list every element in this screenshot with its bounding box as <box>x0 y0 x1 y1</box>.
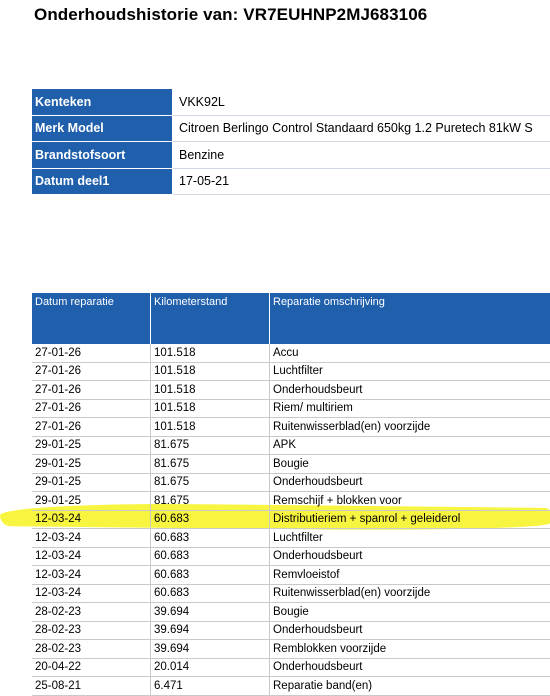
repair-date: 28-02-23 <box>32 640 151 659</box>
vehicle-info-label: Brandstofsoort <box>32 142 173 169</box>
vehicle-info-row <box>32 168 550 195</box>
repair-description: Onderhoudsbeurt <box>270 473 550 492</box>
repair-description: Ruitenwisserblad(en) voorzijde <box>270 418 550 437</box>
repair-date: 27-01-26 <box>32 418 151 437</box>
table-row <box>32 566 550 585</box>
repair-description: Onderhoudsbeurt <box>270 381 550 400</box>
vehicle-info-table <box>32 89 550 195</box>
repair-date: 29-01-25 <box>32 473 151 492</box>
header-date: Datum reparatie <box>32 293 151 344</box>
table-row <box>32 362 550 381</box>
repair-description: Remvloeistof <box>270 566 550 585</box>
table-row <box>32 344 550 362</box>
repair-description: Reparatie band(en) <box>270 677 550 696</box>
repair-date: 27-01-26 <box>32 344 151 362</box>
table-row <box>32 529 550 548</box>
repair-description: Onderhoudsbeurt <box>270 658 550 677</box>
repair-date: 28-02-23 <box>32 621 151 640</box>
repair-date: 12-03-24 <box>32 510 151 529</box>
repair-date: 25-08-21 <box>32 677 151 696</box>
repair-date: 27-01-26 <box>32 362 151 381</box>
repair-mileage: 81.675 <box>151 455 270 474</box>
vehicle-info-value: Benzine <box>173 142 550 169</box>
repair-history-table <box>32 293 550 696</box>
repair-mileage: 60.683 <box>151 529 270 548</box>
repair-date: 29-01-25 <box>32 455 151 474</box>
repair-description: Ruitenwisserblad(en) voorzijde <box>270 584 550 603</box>
repair-mileage: 39.694 <box>151 640 270 659</box>
repair-mileage: 101.518 <box>151 362 270 381</box>
header-description: Reparatie omschrijving <box>270 293 550 344</box>
repair-mileage: 101.518 <box>151 418 270 437</box>
repair-mileage: 60.683 <box>151 566 270 585</box>
table-row <box>32 621 550 640</box>
repair-mileage: 81.675 <box>151 436 270 455</box>
repair-mileage: 60.683 <box>151 584 270 603</box>
repair-description: Bougie <box>270 455 550 474</box>
repair-description: Remschijf + blokken voor <box>270 492 550 511</box>
repair-mileage: 39.694 <box>151 621 270 640</box>
repair-description: APK <box>270 436 550 455</box>
repair-description: Onderhoudsbeurt <box>270 547 550 566</box>
table-row <box>32 473 550 492</box>
table-row <box>32 399 550 418</box>
repair-mileage: 81.675 <box>151 492 270 511</box>
repair-date: 27-01-26 <box>32 381 151 400</box>
vehicle-info-value: Citroen Berlingo Control Standaard 650kg 1.2 Puretech 81kW S <box>173 115 550 142</box>
repair-mileage: 60.683 <box>151 547 270 566</box>
repair-description: Riem/ multiriem <box>270 399 550 418</box>
repair-description: Accu <box>270 344 550 362</box>
repair-date: 12-03-24 <box>32 547 151 566</box>
repair-description: Bougie <box>270 603 550 622</box>
vehicle-info-row <box>32 89 550 115</box>
repair-date: 20-04-22 <box>32 658 151 677</box>
repair-mileage: 6.471 <box>151 677 270 696</box>
repair-date: 12-03-24 <box>32 584 151 603</box>
vehicle-info-label: Datum deel1 <box>32 168 173 195</box>
repair-date: 12-03-24 <box>32 566 151 585</box>
table-row <box>32 658 550 677</box>
vehicle-info-value: VKK92L <box>173 89 550 115</box>
repair-mileage: 39.694 <box>151 603 270 622</box>
repair-date: 27-01-26 <box>32 399 151 418</box>
repair-date: 28-02-23 <box>32 603 151 622</box>
vehicle-info-label: Kenteken <box>32 89 173 115</box>
table-row <box>32 510 550 529</box>
table-row <box>32 603 550 622</box>
table-row <box>32 418 550 437</box>
table-row <box>32 455 550 474</box>
vehicle-info-row <box>32 115 550 142</box>
page-title: Onderhoudshistorie van: VR7EUHNP2MJ683106 <box>34 5 427 25</box>
repair-mileage: 20.014 <box>151 658 270 677</box>
header-mileage: Kilometerstand <box>151 293 270 344</box>
repair-mileage: 101.518 <box>151 399 270 418</box>
repair-mileage: 60.683 <box>151 510 270 529</box>
repair-mileage: 81.675 <box>151 473 270 492</box>
repair-date: 12-03-24 <box>32 529 151 548</box>
repair-description: Distributieriem + spanrol + geleiderol <box>270 510 550 529</box>
table-row <box>32 436 550 455</box>
repair-description: Luchtfilter <box>270 529 550 548</box>
table-row <box>32 640 550 659</box>
table-row <box>32 677 550 696</box>
table-row <box>32 492 550 511</box>
repair-mileage: 101.518 <box>151 381 270 400</box>
table-row <box>32 547 550 566</box>
vehicle-info-label: Merk Model <box>32 115 173 142</box>
repair-description: Remblokken voorzijde <box>270 640 550 659</box>
table-row <box>32 584 550 603</box>
repair-description: Onderhoudsbeurt <box>270 621 550 640</box>
table-header-row <box>32 293 550 344</box>
vehicle-info-row <box>32 142 550 169</box>
vehicle-info-value: 17-05-21 <box>173 168 550 195</box>
repair-description: Luchtfilter <box>270 362 550 381</box>
table-row <box>32 381 550 400</box>
repair-mileage: 101.518 <box>151 344 270 362</box>
repair-date: 29-01-25 <box>32 492 151 511</box>
repair-date: 29-01-25 <box>32 436 151 455</box>
